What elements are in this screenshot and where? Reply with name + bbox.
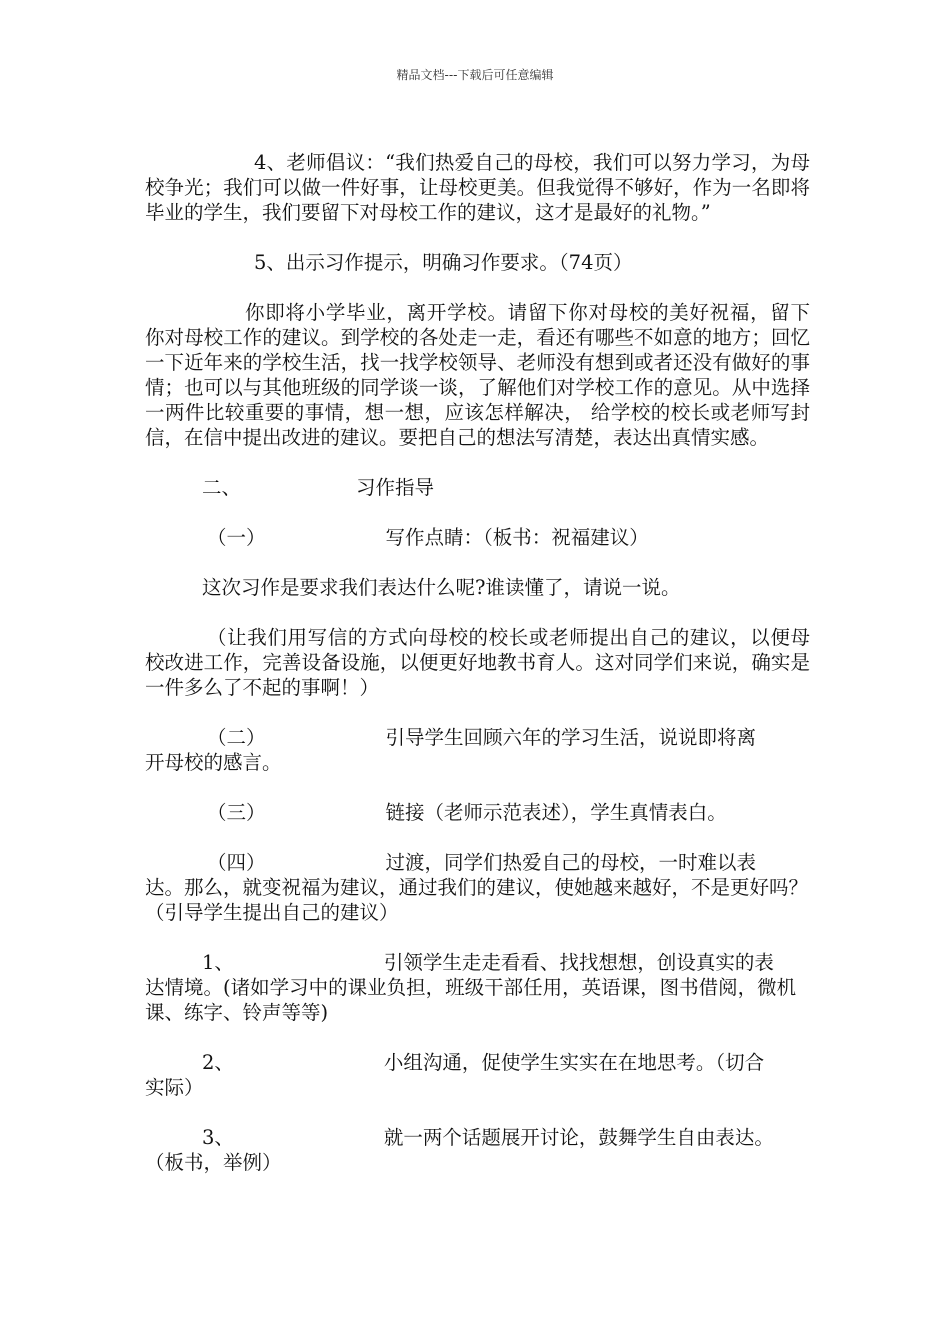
list-number: 1、: [202, 951, 234, 974]
subsection-text: 过渡，同学们热爱自己的母校，一时难以表: [385, 851, 757, 874]
subsection-3: [145, 800, 810, 825]
subsection-2: [145, 725, 810, 775]
subsection-text-continued: 达。那么，就变祝福为建议，通过我们的建议，使她越来越好，不是更好吗？（引导学生提出自己的建议）: [145, 876, 809, 924]
subsection-number: （三）: [207, 801, 266, 824]
paragraph-teacher-proposal: 4、老师倡议：“我们热爱自己的母校，我们可以努力学习，为母校争光；我们可以做一件好事，让母校更美。但我觉得不够好，作为一名即将毕业的学生，我们要留下对母校工作的建议，这才是最好的礼物。”: [145, 151, 810, 224]
list-number: 2、: [202, 1051, 234, 1074]
question-line: 这次习作是要求我们表达什么呢?谁读懂了，请说一说。: [202, 576, 681, 599]
list-text: 就一两个话题展开讨论，鼓舞学生自由表达。: [383, 1126, 774, 1149]
list-text-continued: 实际）: [145, 1076, 204, 1099]
section-number: 二、: [202, 476, 242, 499]
paragraph-answer: （让我们用写信的方式向母校的校长或老师提出自己的建议，以便母校改进工作，完善设备设施，以便更好地教书育人。这对同学们来说，确实是一件多么了不起的事啊！）: [145, 626, 810, 699]
list-item-2: [145, 1050, 810, 1100]
list-text-continued: （板书，举例）: [145, 1151, 282, 1174]
page-header: 精品文档---下载后可任意编辑: [396, 68, 554, 82]
section-heading-2: [145, 475, 810, 500]
list-item-3: [145, 1125, 810, 1175]
list-text-continued: 达情境。(诸如学习中的课业负担，班级干部任用，英语课，图书借阅，微机课、练字、铃声等等): [145, 976, 797, 1024]
subsection-text-continued: 开母校的感言。: [145, 751, 282, 774]
section-title: 习作指导: [356, 476, 435, 499]
subsection-4: [145, 850, 810, 925]
document-body: [145, 150, 810, 1200]
list-text: 小组沟通，促使学生实实在在地思考。（切合: [383, 1051, 765, 1074]
subsection-number: （一）: [207, 526, 266, 549]
subsection-text: 引导学生回顾六年的学习生活，说说即将离: [385, 726, 757, 749]
list-text: 引领学生走走看看、找找想想，创设真实的表: [383, 951, 774, 974]
list-number: 3、: [202, 1126, 234, 1149]
subsection-heading-1: [145, 525, 810, 550]
subsection-text: 链接（老师示范表述），学生真情表白。: [385, 801, 727, 824]
subsection-title: 写作点睛：（板书：祝福建议）: [385, 526, 649, 549]
list-item-1: [145, 950, 810, 1025]
paragraph-prompt-text: 你即将小学毕业，离开学校。请留下你对母校的美好祝福，留下你对母校工作的建议。到学校的各处走一走，看还有哪些不如意的地方；回忆一下近年来的学校生活，找一找学校领导、老师没有想到或者还没有做好的事情；也可以与其他班级的同学谈一谈，了解他们对学校工作的意见。从中选择一两件比较重要的事情，想一想，应该怎样解决， 给学校的校长或老师写封信，在信中提出改进的建议。要把自己的想法写清楚，表达出真情实感。: [145, 301, 810, 449]
paragraph-writing-prompt: 5、出示习作提示，明确习作要求。（74页）: [254, 251, 633, 274]
subsection-number: （二）: [207, 726, 266, 749]
subsection-number: （四）: [207, 851, 266, 874]
